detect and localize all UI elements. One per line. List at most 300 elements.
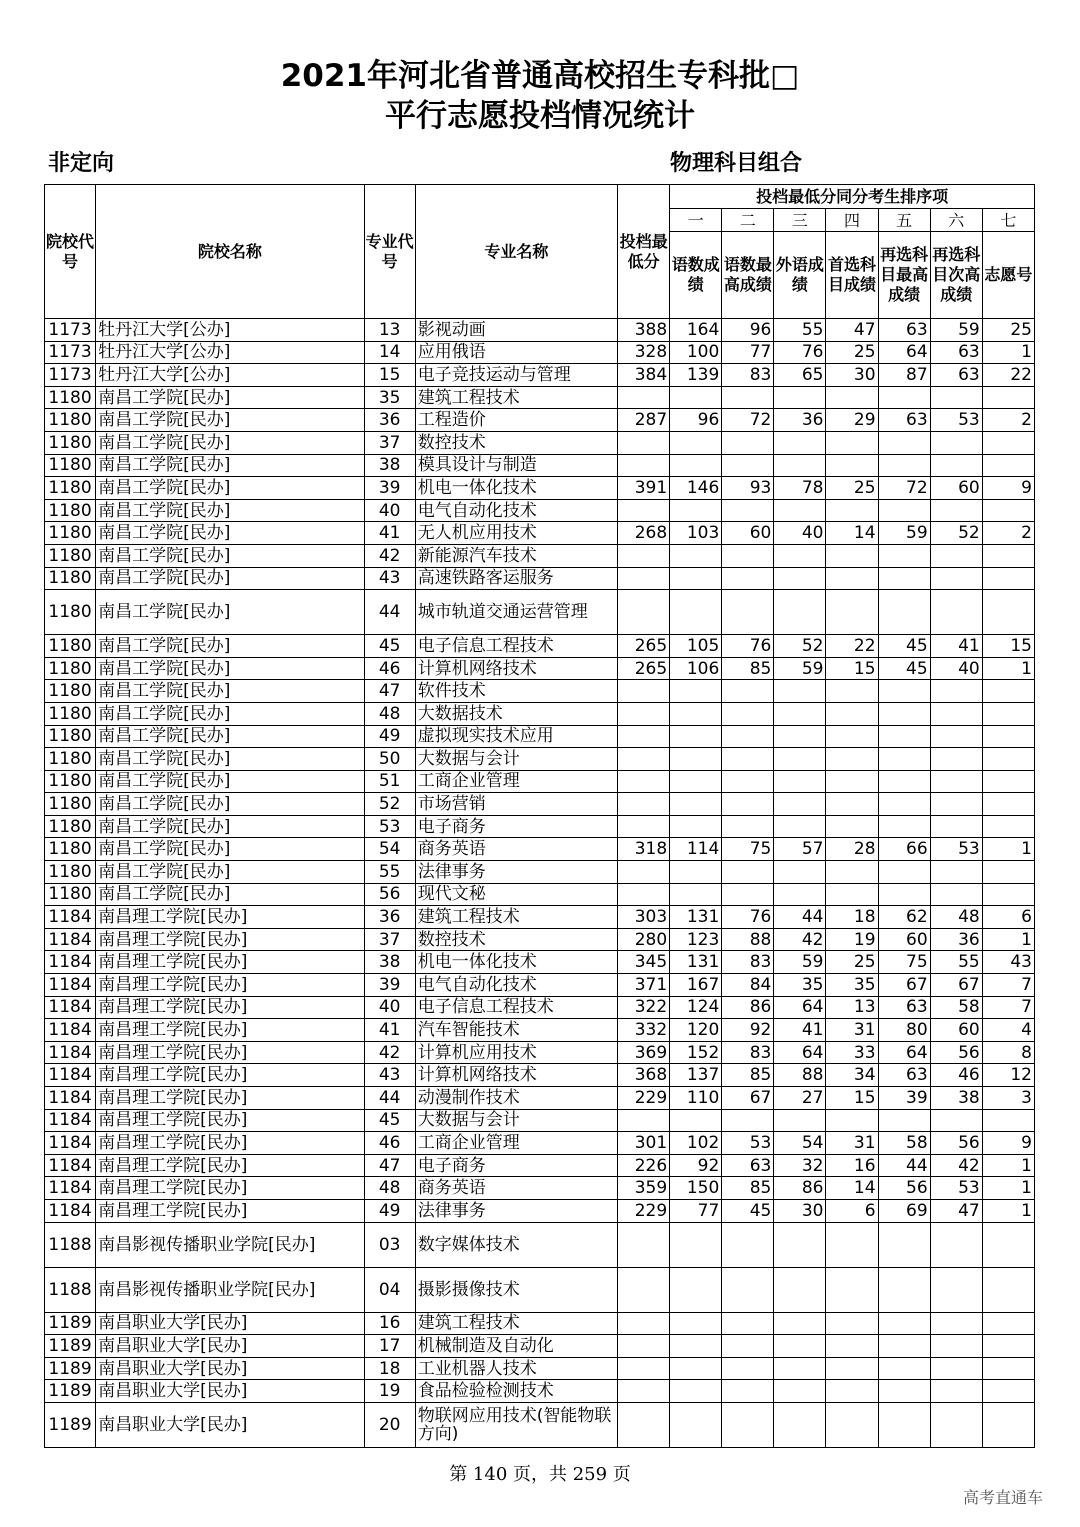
- cell-second-subject-next: 59: [930, 319, 982, 342]
- cell-major-name: 工业机器人技术: [415, 1357, 617, 1380]
- table-row: [45, 1267, 1035, 1312]
- cell-chinese-math: [670, 544, 722, 567]
- cell-second-subject-next: [930, 590, 982, 635]
- table-row: [45, 838, 1035, 861]
- cell-second-subject-max: 72: [878, 477, 930, 500]
- cell-major-name: 计算机网络技术: [415, 1064, 617, 1087]
- cell-chinese-math: 123: [670, 928, 722, 951]
- cell-school-name: 南昌职业大学[民办]: [96, 1357, 365, 1380]
- cell-foreign-lang: 40: [774, 522, 826, 545]
- cell-choice-no: [982, 1380, 1034, 1403]
- cell-school-name: 南昌工学院[民办]: [96, 770, 365, 793]
- cell-second-subject-max: [878, 815, 930, 838]
- cell-school-name: 南昌工学院[民办]: [96, 454, 365, 477]
- cell-school-code: 1180: [45, 409, 96, 432]
- cell-min-score: [618, 454, 670, 477]
- table-row: [45, 861, 1035, 884]
- cell-major-name: 计算机应用技术: [415, 1041, 617, 1064]
- table-body: [45, 319, 1035, 1448]
- cell-school-code: 1180: [45, 793, 96, 816]
- cell-major-code: 48: [364, 1177, 415, 1200]
- cell-min-score: 226: [618, 1154, 670, 1177]
- cell-chinese-math: 167: [670, 974, 722, 997]
- category-label: 非定向: [48, 151, 115, 176]
- cell-school-code: 1180: [45, 725, 96, 748]
- cell-major-code: 37: [364, 431, 415, 454]
- cell-school-code: 1184: [45, 1177, 96, 1200]
- cell-school-code: 1189: [45, 1380, 96, 1403]
- cell-school-code: 1180: [45, 838, 96, 861]
- cell-choice-no: 25: [982, 319, 1034, 342]
- cell-major-code: 35: [364, 386, 415, 409]
- cell-major-code: 15: [364, 364, 415, 387]
- cell-major-code: 39: [364, 477, 415, 500]
- cell-first-subject: 22: [826, 635, 878, 658]
- header-item-3: 外语成绩: [774, 232, 826, 319]
- cell-major-code: 16: [364, 1312, 415, 1335]
- cell-choice-no: [982, 567, 1034, 590]
- table-row: [45, 1154, 1035, 1177]
- cell-school-code: 1180: [45, 522, 96, 545]
- cell-choice-no: 2: [982, 522, 1034, 545]
- cell-major-name: 电子竞技运动与管理: [415, 364, 617, 387]
- cell-first-subject: 25: [826, 477, 878, 500]
- cell-second-subject-next: [930, 680, 982, 703]
- cell-second-subject-next: [930, 770, 982, 793]
- cell-school-code: 1184: [45, 1109, 96, 1132]
- cell-second-subject-next: 63: [930, 341, 982, 364]
- cell-foreign-lang: [774, 861, 826, 884]
- cell-chinese-math: [670, 702, 722, 725]
- cell-second-subject-max: [878, 680, 930, 703]
- cell-major-code: 47: [364, 1154, 415, 1177]
- cell-first-subject: [826, 1267, 878, 1312]
- cell-major-code: 17: [364, 1335, 415, 1358]
- cell-foreign-lang: [774, 431, 826, 454]
- cell-first-subject: [826, 861, 878, 884]
- table-row: [45, 522, 1035, 545]
- cell-school-code: 1180: [45, 499, 96, 522]
- table-row: [45, 635, 1035, 658]
- cell-first-subject: 15: [826, 657, 878, 680]
- cell-major-name: 影视动画: [415, 319, 617, 342]
- cell-chinese-math: 92: [670, 1154, 722, 1177]
- table-row: [45, 1222, 1035, 1267]
- cell-second-subject-next: 56: [930, 1132, 982, 1155]
- cell-min-score: [618, 748, 670, 771]
- cell-choice-no: [982, 454, 1034, 477]
- cell-second-subject-next: 60: [930, 477, 982, 500]
- cell-chinese-math-max: 96: [722, 319, 774, 342]
- cell-min-score: 388: [618, 319, 670, 342]
- cell-second-subject-next: 53: [930, 1177, 982, 1200]
- cell-choice-no: [982, 590, 1034, 635]
- cell-chinese-math-max: 67: [722, 1087, 774, 1110]
- cell-min-score: 391: [618, 477, 670, 500]
- cell-second-subject-next: 42: [930, 1154, 982, 1177]
- cell-chinese-math-max: [722, 1380, 774, 1403]
- cell-major-code: 13: [364, 319, 415, 342]
- cell-first-subject: [826, 793, 878, 816]
- cell-first-subject: [826, 1380, 878, 1403]
- cell-chinese-math-max: [722, 793, 774, 816]
- header-rank-5: 五: [878, 209, 930, 232]
- cell-min-score: 345: [618, 951, 670, 974]
- cell-second-subject-next: 46: [930, 1064, 982, 1087]
- cell-major-name: 大数据与会计: [415, 748, 617, 771]
- table-row: [45, 996, 1035, 1019]
- cell-chinese-math: 131: [670, 906, 722, 929]
- cell-school-code: 1180: [45, 748, 96, 771]
- cell-chinese-math-max: 83: [722, 951, 774, 974]
- cell-major-code: 40: [364, 996, 415, 1019]
- table-row: [45, 1357, 1035, 1380]
- cell-min-score: [618, 1380, 670, 1403]
- cell-first-subject: [826, 883, 878, 906]
- cell-chinese-math: [670, 861, 722, 884]
- cell-school-name: 南昌理工学院[民办]: [96, 951, 365, 974]
- cell-school-code: 1184: [45, 1199, 96, 1222]
- cell-chinese-math: [670, 680, 722, 703]
- cell-choice-no: [982, 883, 1034, 906]
- cell-school-code: 1184: [45, 1019, 96, 1042]
- cell-choice-no: 8: [982, 1041, 1034, 1064]
- cell-second-subject-max: [878, 725, 930, 748]
- cell-school-name: 南昌理工学院[民办]: [96, 1087, 365, 1110]
- cell-second-subject-next: 40: [930, 657, 982, 680]
- cell-major-code: 03: [364, 1222, 415, 1267]
- cell-chinese-math: 102: [670, 1132, 722, 1155]
- cell-second-subject-next: 67: [930, 974, 982, 997]
- cell-first-subject: [826, 1402, 878, 1447]
- cell-school-code: 1184: [45, 974, 96, 997]
- cell-school-code: 1180: [45, 702, 96, 725]
- cell-foreign-lang: [774, 748, 826, 771]
- cell-second-subject-max: [878, 567, 930, 590]
- cell-first-subject: 35: [826, 974, 878, 997]
- table-row: [45, 1041, 1035, 1064]
- cell-chinese-math: 146: [670, 477, 722, 500]
- cell-major-code: 38: [364, 951, 415, 974]
- cell-chinese-math-max: 85: [722, 1064, 774, 1087]
- cell-second-subject-max: [878, 386, 930, 409]
- cell-major-name: 商务英语: [415, 838, 617, 861]
- cell-major-name: 建筑工程技术: [415, 906, 617, 929]
- cell-second-subject-max: 45: [878, 657, 930, 680]
- table-row: [45, 1087, 1035, 1110]
- cell-chinese-math: 139: [670, 364, 722, 387]
- header-major-code: 专业代号: [364, 185, 415, 319]
- cell-foreign-lang: 59: [774, 657, 826, 680]
- cell-min-score: 368: [618, 1064, 670, 1087]
- cell-first-subject: [826, 680, 878, 703]
- page-title-line1: 2021年河北省普通高校招生专科批□: [280, 58, 800, 94]
- cell-second-subject-next: [930, 1335, 982, 1358]
- cell-major-name: 虚拟现实技术应用: [415, 725, 617, 748]
- table-row: [45, 477, 1035, 500]
- cell-chinese-math-max: [722, 770, 774, 793]
- cell-chinese-math: [670, 499, 722, 522]
- cell-foreign-lang: 27: [774, 1087, 826, 1110]
- cell-choice-no: [982, 499, 1034, 522]
- cell-school-code: 1184: [45, 928, 96, 951]
- cell-first-subject: 15: [826, 1087, 878, 1110]
- cell-major-name: 工商企业管理: [415, 1132, 617, 1155]
- cell-chinese-math: [670, 770, 722, 793]
- cell-major-name: 食品检验检测技术: [415, 1380, 617, 1403]
- cell-chinese-math: [670, 1109, 722, 1132]
- cell-second-subject-max: [878, 748, 930, 771]
- cell-chinese-math-max: 45: [722, 1199, 774, 1222]
- cell-chinese-math: 110: [670, 1087, 722, 1110]
- cell-first-subject: 31: [826, 1019, 878, 1042]
- cell-chinese-math-max: [722, 815, 774, 838]
- cell-school-code: 1180: [45, 544, 96, 567]
- cell-choice-no: [982, 680, 1034, 703]
- cell-foreign-lang: 88: [774, 1064, 826, 1087]
- cell-second-subject-next: 58: [930, 996, 982, 1019]
- cell-school-name: 南昌工学院[民办]: [96, 499, 365, 522]
- cell-min-score: [618, 680, 670, 703]
- table-row: [45, 702, 1035, 725]
- cell-second-subject-next: 38: [930, 1087, 982, 1110]
- header-rank-7: 七: [982, 209, 1034, 232]
- admission-table: [44, 184, 1035, 1448]
- cell-second-subject-max: [878, 454, 930, 477]
- cell-choice-no: [982, 748, 1034, 771]
- cell-first-subject: 33: [826, 1041, 878, 1064]
- cell-first-subject: 34: [826, 1064, 878, 1087]
- cell-school-name: 南昌理工学院[民办]: [96, 1177, 365, 1200]
- cell-major-code: 50: [364, 748, 415, 771]
- cell-school-name: 南昌职业大学[民办]: [96, 1402, 365, 1447]
- cell-chinese-math: 105: [670, 635, 722, 658]
- cell-choice-no: 1: [982, 1177, 1034, 1200]
- cell-chinese-math-max: 84: [722, 974, 774, 997]
- cell-second-subject-next: 41: [930, 635, 982, 658]
- cell-school-name: 南昌工学院[民办]: [96, 725, 365, 748]
- cell-major-code: 56: [364, 883, 415, 906]
- cell-school-code: 1184: [45, 1087, 96, 1110]
- cell-first-subject: [826, 748, 878, 771]
- cell-school-code: 1184: [45, 1064, 96, 1087]
- cell-chinese-math: 100: [670, 341, 722, 364]
- cell-school-code: 1180: [45, 770, 96, 793]
- header-tie-break-title: 投档最低分同分考生排序项: [670, 185, 1035, 209]
- cell-second-subject-max: [878, 1312, 930, 1335]
- cell-second-subject-next: [930, 793, 982, 816]
- cell-second-subject-max: [878, 1357, 930, 1380]
- table-row: [45, 793, 1035, 816]
- cell-foreign-lang: [774, 1267, 826, 1312]
- cell-school-name: 南昌工学院[民办]: [96, 567, 365, 590]
- cell-first-subject: [826, 590, 878, 635]
- cell-foreign-lang: 30: [774, 1199, 826, 1222]
- cell-first-subject: 29: [826, 409, 878, 432]
- cell-school-code: 1180: [45, 477, 96, 500]
- cell-second-subject-next: [930, 748, 982, 771]
- cell-chinese-math-max: 77: [722, 341, 774, 364]
- cell-chinese-math: [670, 1380, 722, 1403]
- cell-second-subject-next: [930, 1312, 982, 1335]
- cell-choice-no: [982, 793, 1034, 816]
- cell-foreign-lang: [774, 1357, 826, 1380]
- cell-foreign-lang: [774, 1402, 826, 1447]
- cell-foreign-lang: [774, 567, 826, 590]
- header-item-6: 再选科目次高成绩: [930, 232, 982, 319]
- header-rank-3: 三: [774, 209, 826, 232]
- cell-school-name: 南昌工学院[民办]: [96, 386, 365, 409]
- cell-min-score: [618, 567, 670, 590]
- table-row: [45, 544, 1035, 567]
- cell-choice-no: [982, 1335, 1034, 1358]
- cell-min-score: 229: [618, 1199, 670, 1222]
- cell-min-score: [618, 1335, 670, 1358]
- cell-second-subject-max: 63: [878, 996, 930, 1019]
- cell-first-subject: 31: [826, 1132, 878, 1155]
- cell-second-subject-max: 69: [878, 1199, 930, 1222]
- cell-first-subject: 14: [826, 522, 878, 545]
- cell-min-score: 328: [618, 341, 670, 364]
- cell-foreign-lang: [774, 1222, 826, 1267]
- cell-foreign-lang: [774, 544, 826, 567]
- cell-school-name: 南昌工学院[民办]: [96, 815, 365, 838]
- cell-foreign-lang: 54: [774, 1132, 826, 1155]
- cell-chinese-math: [670, 1222, 722, 1267]
- cell-major-code: 45: [364, 1109, 415, 1132]
- cell-second-subject-next: [930, 861, 982, 884]
- cell-foreign-lang: 86: [774, 1177, 826, 1200]
- cell-school-name: 南昌工学院[民办]: [96, 657, 365, 680]
- cell-major-code: 38: [364, 454, 415, 477]
- cell-first-subject: 16: [826, 1154, 878, 1177]
- cell-school-name: 南昌理工学院[民办]: [96, 996, 365, 1019]
- table-row: [45, 1312, 1035, 1335]
- cell-second-subject-next: 36: [930, 928, 982, 951]
- cell-major-name: 软件技术: [415, 680, 617, 703]
- cell-school-name: 南昌工学院[民办]: [96, 748, 365, 771]
- cell-min-score: 268: [618, 522, 670, 545]
- cell-first-subject: [826, 1335, 878, 1358]
- cell-major-name: 工商企业管理: [415, 770, 617, 793]
- cell-school-name: 南昌工学院[民办]: [96, 544, 365, 567]
- cell-choice-no: 1: [982, 838, 1034, 861]
- cell-first-subject: 18: [826, 906, 878, 929]
- cell-chinese-math: 77: [670, 1199, 722, 1222]
- cell-major-name: 建筑工程技术: [415, 1312, 617, 1335]
- cell-chinese-math-max: [722, 1357, 774, 1380]
- cell-chinese-math-max: [722, 1267, 774, 1312]
- cell-foreign-lang: 42: [774, 928, 826, 951]
- cell-min-score: [618, 1357, 670, 1380]
- cell-chinese-math-max: 75: [722, 838, 774, 861]
- cell-second-subject-max: [878, 590, 930, 635]
- table-row: [45, 1064, 1035, 1087]
- cell-first-subject: 13: [826, 996, 878, 1019]
- cell-school-code: 1180: [45, 590, 96, 635]
- cell-foreign-lang: [774, 1109, 826, 1132]
- cell-choice-no: 4: [982, 1019, 1034, 1042]
- cell-foreign-lang: [774, 770, 826, 793]
- cell-choice-no: [982, 1402, 1034, 1447]
- cell-chinese-math: 120: [670, 1019, 722, 1042]
- cell-foreign-lang: 52: [774, 635, 826, 658]
- cell-second-subject-next: [930, 499, 982, 522]
- cell-major-code: 18: [364, 1357, 415, 1380]
- table-row: [45, 725, 1035, 748]
- cell-second-subject-max: 63: [878, 409, 930, 432]
- cell-second-subject-next: [930, 544, 982, 567]
- table-row: [45, 928, 1035, 951]
- cell-first-subject: 47: [826, 319, 878, 342]
- cell-foreign-lang: [774, 1312, 826, 1335]
- cell-school-name: 南昌影视传播职业学院[民办]: [96, 1222, 365, 1267]
- cell-chinese-math: 137: [670, 1064, 722, 1087]
- cell-min-score: [618, 725, 670, 748]
- cell-min-score: [618, 499, 670, 522]
- cell-min-score: [618, 793, 670, 816]
- cell-chinese-math: [670, 793, 722, 816]
- cell-first-subject: 30: [826, 364, 878, 387]
- cell-school-code: 1180: [45, 815, 96, 838]
- cell-major-name: 电气自动化技术: [415, 974, 617, 997]
- table-row: [45, 951, 1035, 974]
- cell-chinese-math: [670, 567, 722, 590]
- cell-second-subject-next: 48: [930, 906, 982, 929]
- cell-first-subject: [826, 815, 878, 838]
- table-row: [45, 431, 1035, 454]
- cell-min-score: [618, 386, 670, 409]
- cell-choice-no: [982, 770, 1034, 793]
- table-row: [45, 1380, 1035, 1403]
- header-item-1: 语数成绩: [670, 232, 722, 319]
- cell-chinese-math-max: [722, 680, 774, 703]
- cell-school-name: 南昌影视传播职业学院[民办]: [96, 1267, 365, 1312]
- cell-choice-no: [982, 1267, 1034, 1312]
- cell-second-subject-max: 45: [878, 635, 930, 658]
- table-row: [45, 1109, 1035, 1132]
- cell-choice-no: 1: [982, 1154, 1034, 1177]
- cell-chinese-math-max: [722, 725, 774, 748]
- table-row: [45, 409, 1035, 432]
- table-row: [45, 499, 1035, 522]
- cell-school-code: 1173: [45, 319, 96, 342]
- cell-foreign-lang: 64: [774, 1041, 826, 1064]
- table-row: [45, 567, 1035, 590]
- table-row: [45, 974, 1035, 997]
- cell-choice-no: [982, 1222, 1034, 1267]
- cell-school-code: 1180: [45, 454, 96, 477]
- cell-chinese-math: [670, 590, 722, 635]
- cell-school-name: 南昌理工学院[民办]: [96, 1154, 365, 1177]
- cell-school-code: 1189: [45, 1335, 96, 1358]
- cell-second-subject-max: [878, 793, 930, 816]
- cell-major-code: 55: [364, 861, 415, 884]
- cell-school-code: 1184: [45, 1154, 96, 1177]
- cell-min-score: 301: [618, 1132, 670, 1155]
- cell-chinese-math: 150: [670, 1177, 722, 1200]
- cell-school-code: 1180: [45, 431, 96, 454]
- cell-first-subject: [826, 702, 878, 725]
- cell-choice-no: 15: [982, 635, 1034, 658]
- cell-major-code: 04: [364, 1267, 415, 1312]
- cell-school-name: 南昌理工学院[民办]: [96, 1064, 365, 1087]
- cell-min-score: [618, 544, 670, 567]
- cell-school-name: 南昌职业大学[民办]: [96, 1380, 365, 1403]
- cell-school-name: 南昌工学院[民办]: [96, 702, 365, 725]
- header-item-7: 志愿号: [982, 232, 1034, 319]
- cell-school-code: 1184: [45, 996, 96, 1019]
